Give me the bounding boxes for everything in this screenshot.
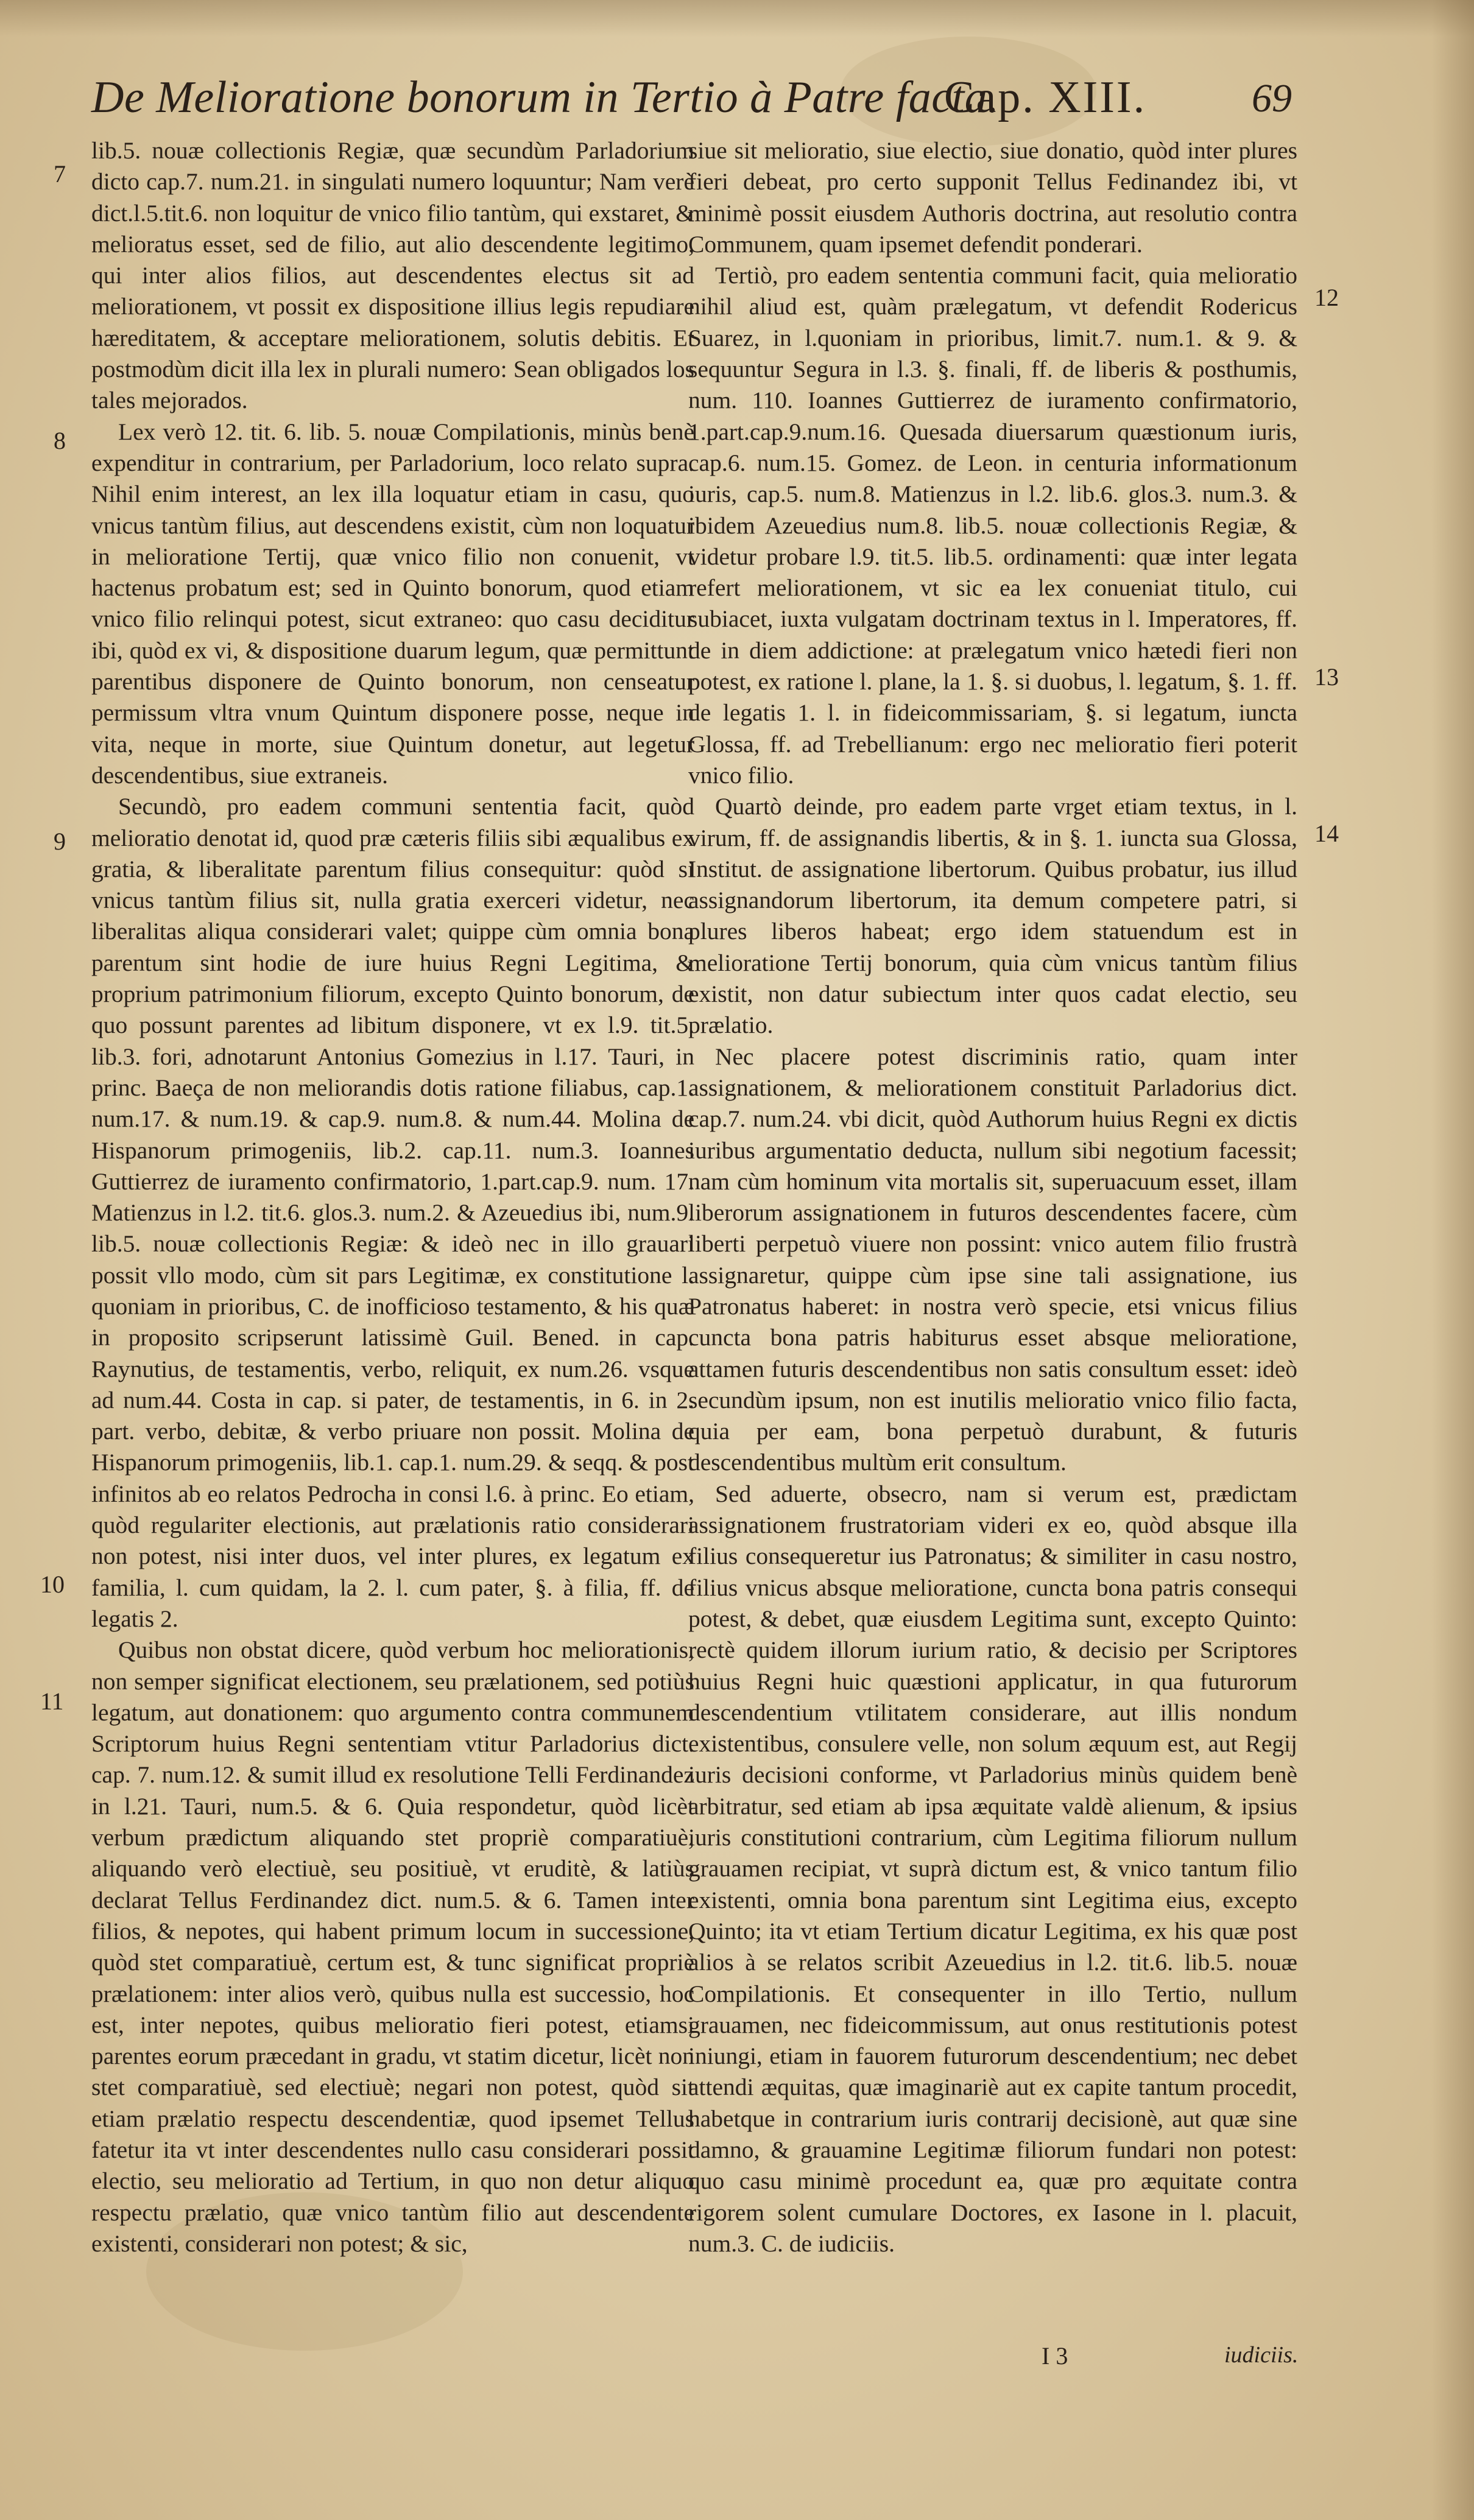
margin-number: 7 xyxy=(54,160,66,188)
margin-number: 13 xyxy=(1314,663,1339,691)
paragraph: lib.5. nouæ collectionis Regiæ, quæ secundùm Parladorium dicto cap.7. num.21. in singulati numero loquuntur; Nam verè dict.l.5.tit.6. non loquitur de vnico filio tantùm, qui exstaret, & melioratus esset, sed de filio, aut alio descendente legitimo, qui inter alios filios, aut descendentes electus sit ad meliorationem, vt possit ex dispositione illius legis repudiare hæreditatem, & acceptare meliorationem, solutis debitis. Et postmodùm dicit illa lex in plurali numero: Sean obligados los tales mejorados. xyxy=(91,137,694,414)
paragraph: Quartò deinde, pro eadem parte vrget etiam textus, in l. virum, ff. de assignandis libertis, & in §. 1. iuncta sua Glossa, Institut. de assignatione libertorum. Quibus probatur, ius illud assignandorum libertorum, ita demum competere patri, si plures liberos habeat; ergo idem statuendum est in melioratione Tertij bonorum, quia cùm vnicus tantùm filius existit, non datur subiectum inter quos cadat electio, seu prælatio. xyxy=(688,793,1297,1039)
paragraph: Quibus non obstat dicere, quòd verbum hoc meliorationis, non semper significat electionem, seu prælationem, sed potiùs legatum, aut donationem: quo argumento contra communem Scriptorum huius Regni sententiam vtitur Parladorius dict. cap. 7. num.12. & sumit illud ex resolutione Telli Ferdinandez in l.21. Tauri, num.5. & 6. Quia respondetur, quòd licèt verbum prædictum aliquando stet propriè comparatiuè, aliquando verò electiuè, seu positiuè, vt eruditè, & latiùs declarat Tellus Ferdinandez dict. num.5. & 6. Tamen inter filios, & nepotes, qui habent primum locum in successione, quòd stet comparatiuè, certum est, & tunc significat propriè prælationem: inter alios verò, quibus nulla est successio, hoc est, inter nepotes, quibus melioratio fieri potest, etiamsi parentes eorum præcedant in gradu, vt statim dicetur, licèt non stet comparatiuè, sed electiuè; negari non potest, quòd sit etiam prælatio respectu descendentiæ, quod ipsemet Tellus fatetur ita vt inter descendentes nullo casu considerari possit electio, seu melioratio ad Tertium, in quo non detur aliquo respectu prælatio, quæ vnico tantùm filio aut descendente existenti, considerari non potest; & sic, xyxy=(91,1636,694,2257)
paragraph: Tertiò, pro eadem sententia communi facit, quia melioratio nihil aliud est, quàm prælegatum, vt defendit Rodericus Suarez, in l.quoniam in prioribus, limit.7. num.1. & 9. & sequuntur Segura in l.3. §. finali, ff. de liberis & posthumis, num. 110. Ioannes Guttierrez de iuramento confirmatorio, 1.part.cap.9.num.16. Quesada diuersarum quæstionum iuris, cap.6. num.15. Gomez. de Leon. in centuria informationum iuris, cap.5. num.8. Matienzus in l.2. lib.6. glos.3. num.3. & ibidem Azeuedius num.8. lib.5. nouæ collectionis Regiæ, & videtur probare l.9. tit.5. lib.5. ordinamenti: quæ inter legata refert meliorationem, vt sic ea lex conueniat titulo, cui subiacet, iuxta vulgatam doctrinam textus in l. Imperatores, ff. de in diem addictione: at prælegatum vnico hætedi fieri non potest, ex ratione l. plane, la 1. §. si duobus, l. legatum, §. 1. ff. de legatis 1. l. in fideicommissariam, §. si legatum, iuncta Glossa, ff. ad Trebellianum: ergo nec melioratio fieri poterit vnico filio. xyxy=(688,262,1297,789)
paragraph: Sed aduerte, obsecro, nam si verum est, prædictam assignationem frustratoriam videri ex eo, quòd absque illa filius consequeretur ius Patronatus; & similiter in casu nostro, filius vnicus absque melioratione, cuncta bona patris consequi potest, & debet, quæ eiusdem Legitima sunt, excepto Quinto: rectè quidem illorum iurium ratio, & decisio per Scriptores huius Regni huic quæstioni applicatur, in qua futurorum descendentium vtilitatem considerare, aut illis nondum existentibus, consulere velle, non solum æquum est, aut Regij iuris decisioni conforme, vt Parladorius minùs quidem benè arbitratur, sed etiam ab ipsa æquitate valdè alienum, & ipsius iuris constitutioni contrarium, cùm Legitima filiorum nullum grauamen recipiat, vt suprà dictum est, & vnico tantum filio existenti, omnia bona parentum sint Legitima eius, excepto Quinto; ita vt etiam Tertium dicatur Legitima, ex his quæ post alios à se relatos scribit Azeuedius in l.2. tit.6. lib.5. nouæ Compilationis. Et consequenter in illo Tertio, nullum grauamen, nec fideicommissum, aut onus restitutionis potest iniungi, etiam in fauorem futurorum descendentium; nec debet attendi æquitas, quæ imaginariè aut ex capite tantum procedit, habetque in contrarium iuris contrarij decisionè, aut quæ sine damno, & grauamine Legitimæ filiorum fundari non potest: quo casu minimè procedunt ea, quæ pro æquitate contra rigorem solent cumulare Doctores, ex Iasone in l. placuit, num.3. C. de iudiciis. xyxy=(688,1480,1297,2257)
chapter-number: Cap. XIII. xyxy=(944,72,1147,122)
margin-number: 12 xyxy=(1314,284,1339,311)
paragraph: siue sit melioratio, siue electio, siue donatio, quòd inter plures fieri debeat, pro certo supponit Tellus Fedinandez ibi, vt minimè possit eiusdem Authoris doctrina, aut resolutio contra Communem, quam ipsemet defendit ponderari. xyxy=(688,137,1297,258)
paragraph: Lex verò 12. tit. 6. lib. 5. nouæ Compilationis, minùs benè expenditur in contrarium, per Parladorium, loco relato supra. Nihil enim interest, an lex illa loquatur etiam in casu, quo vnicus tantùm filius, aut descendens existit, cùm non loquatur in melioratione Tertij, quæ vnico filio non conuenit, vt hactenus probatum est; sed in Quinto bonorum, quod etiam vnico filio relinqui potest, sicut extraneo: quo casu deciditur ibi, quòd ex vi, & dispositione duarum legum, quæ permittunt parentibus disponere de Quinto bonorum, non censeatur permissum vltra vnum Quintum disponere posse, neque in vita, neque in morte, siue Quintum donetur, aut legetur descendentibus, siue extraneis. xyxy=(91,418,694,789)
page-edge-shadow-right xyxy=(1431,0,1474,2520)
running-header xyxy=(91,72,1316,133)
margin-number: 11 xyxy=(40,1688,64,1715)
page-edge-shadow-top xyxy=(0,0,1474,37)
running-title: De Melioratione bonorum in Tertio à Patre facta. xyxy=(91,72,1000,122)
margin-number: 8 xyxy=(54,427,66,454)
folio-number: 69 xyxy=(1252,76,1292,121)
margin-number: 10 xyxy=(40,1571,65,1598)
left-text-column xyxy=(91,135,694,2259)
margin-number: 9 xyxy=(54,828,66,855)
catchword: iudiciis. xyxy=(1224,2342,1299,2368)
right-text-column xyxy=(688,135,1297,2259)
paragraph: Secundò, pro eadem communi sententia facit, quòd melioratio denotat id, quod præ cæteris filiis sibi æqualibus ex gratia, & liberalitate parentum filius consequitur: quòd si vnicus tantùm filius sit, nulla gratia exerceri videtur, nec liberalitas aliqua considerari valet; quippe cùm omnia bona parentum sint hodie de iure huius Regni Legitima, & proprium patrimonium filiorum, excepto Quinto bonorum, de quo possunt parentes ad libitum disponere, vt ex l.9. tit.5. lib.3. fori, adnotarunt Antonius Gomezius in l.17. Tauri, in princ. Baeça de non meliorandis dotis ratione filiabus, cap.1. num.17. & num.19. & cap.9. num.8. & num.44. Molina de Hispanorum primogeniis, lib.2. cap.11. num.3. Ioannes Guttierrez de iuramento confirmatorio, 1.part.cap.9. num. 17. Matienzus in l.2. tit.6. glos.3. num.2. & Azeuedius ibi, num.9. lib.5. nouæ collectionis Regiæ: & ideò nec in illo grauari possit vllo modo, cùm sit pars Legitimæ, ex constitutione l. quoniam in prioribus, C. de inofficioso testamento, & his quæ in proposito scripserunt latissimè Guil. Bened. in cap. Raynutius, de testamentis, verbo, reliquit, ex num.26. vsque ad num.44. Costa in cap. si pater, de testamentis, in 6. in 2. part. verbo, debitæ, & verbo priuare non possit. Molina de Hispanorum primogeniis, lib.1. cap.1. num.29. & seqq. & post infinitos ab eo relatos Pedrocha in consi l.6. à princ. Eo etiam, quòd regulariter electionis, aut prælationis ratio considerari non potest, nisi inter duos, vel inter plures, ex legatum ex familia, l. cum quidam, la 2. l. cum pater, §. à filia, ff. de legatis 2. xyxy=(91,793,694,1632)
paragraph: Nec placere potest discriminis ratio, quam inter assignationem, & meliorationem constituit Parladorius dict. cap.7. num.24. vbi dicit, quòd Authorum huius Regni ex dictis iuribus argumentatio deducta, nullum sibi negotium facessit; nam cùm hominum vita mortalis sit, superuacuum esset, illam liberorum assignationem in futuros descendentes facere, cùm liberti perpetuò viuere non possint: vnico autem filio frustrà assignaretur, quippe cùm ipse sine tali assignatione, ius Patronatus haberet: in nostra verò specie, etsi vnicus filius cuncta bona patris habiturus esset absque melioratione, attamen futuris descendentibus non satis consultum esset: ideò secundùm ipsum, non est inutilis melioratio vnico filio facta, quia per eam, bona perpetuò durabunt, & futuris descendentibus multùm erit consultum. xyxy=(688,1043,1297,1476)
margin-number: 14 xyxy=(1314,820,1339,847)
signature-mark: I 3 xyxy=(1042,2342,1068,2370)
